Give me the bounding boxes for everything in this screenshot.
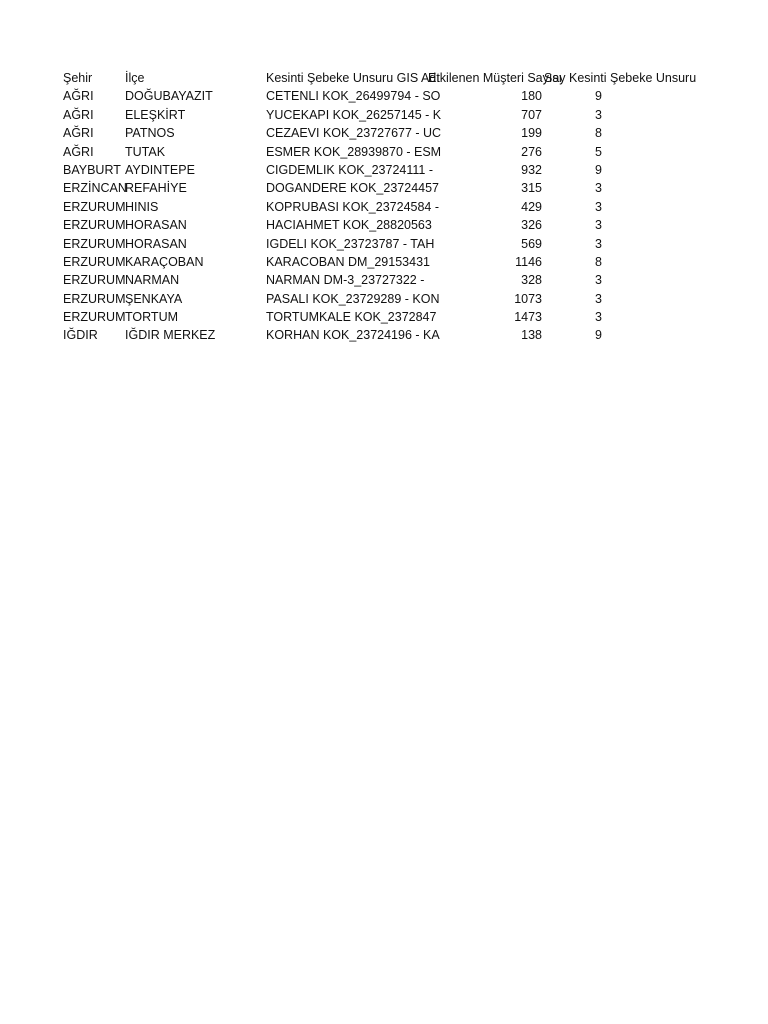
cell-unit: IGDELI KOK_23723787 - TAH: [266, 236, 435, 251]
cell-district: ELEŞKİRT: [125, 107, 186, 122]
table-row: [63, 124, 683, 142]
table-row: [63, 326, 683, 344]
cell-sayi: 8: [595, 126, 602, 141]
cell-sayi: 3: [595, 236, 602, 251]
cell-count: 138: [521, 328, 542, 343]
cell-district: TORTUM: [125, 310, 179, 325]
cell-district: PATNOS: [125, 126, 175, 141]
cell-city: ERZİNCAN: [63, 181, 127, 196]
cell-unit: PASALI KOK_23729289 - KON: [266, 291, 440, 306]
cell-count: 315: [521, 181, 542, 196]
cell-district: IĞDIR MERKEZ: [125, 328, 216, 343]
cell-unit: TORTUMKALE KOK_2372847: [266, 310, 437, 325]
cell-sayi: 3: [595, 107, 602, 122]
cell-count: 429: [521, 199, 542, 214]
cell-count: 569: [521, 236, 542, 251]
table-row: [63, 179, 683, 197]
table-row: [63, 161, 683, 179]
cell-district: HORASAN: [125, 218, 187, 233]
header-district: İlçe: [125, 71, 145, 85]
cell-unit: KOPRUBASI KOK_23724584 -: [266, 199, 440, 214]
table-row: [63, 308, 683, 326]
header-sayi: Say Kesinti Şebeke Unsuru: [544, 71, 697, 85]
table-row: [63, 143, 683, 161]
cell-district: KARAÇOBAN: [125, 254, 204, 269]
cell-count: 326: [521, 218, 542, 233]
cell-count: 180: [521, 89, 542, 104]
header-city: Şehir: [63, 71, 93, 85]
cell-district: DOĞUBAYAZIT: [125, 89, 213, 104]
cell-unit: CEZAEVI KOK_23727677 - UC: [266, 126, 442, 141]
header-row: [63, 69, 697, 87]
cell-unit: KARACOBAN DM_29153431: [266, 254, 430, 269]
cell-district: NARMAN: [125, 273, 180, 288]
table-row: [63, 87, 683, 105]
table-row: [63, 271, 683, 289]
table-row: [63, 253, 683, 271]
cell-sayi: 3: [595, 291, 602, 306]
cell-sayi: 9: [595, 89, 602, 104]
cell-city: ERZURUM: [63, 273, 126, 288]
table-row: [63, 106, 683, 124]
cell-city: ERZURUM: [63, 291, 126, 306]
cell-city: AĞRI: [63, 107, 94, 122]
cell-city: AĞRI: [63, 126, 94, 141]
cell-district: ŞENKAYA: [125, 291, 183, 306]
cell-count: 276: [521, 144, 542, 159]
cell-city: ERZURUM: [63, 199, 126, 214]
cell-district: HINIS: [125, 199, 159, 214]
cell-sayi: 9: [595, 162, 602, 177]
cell-unit: KORHAN KOK_23724196 - KA: [266, 328, 440, 343]
cell-sayi: 3: [595, 181, 602, 196]
cell-city: BAYBURT: [63, 162, 121, 177]
cell-unit: YUCEKAPI KOK_26257145 - K: [266, 107, 442, 122]
table-row: [63, 235, 683, 253]
cell-unit: CIGDEMLIK KOK_23724111 -: [266, 162, 433, 177]
table-body: [63, 87, 683, 344]
cell-city: ERZURUM: [63, 236, 126, 251]
cell-city: AĞRI: [63, 144, 94, 159]
cell-count: 1473: [514, 310, 542, 325]
cell-sayi: 3: [595, 199, 602, 214]
header-unit: Kesinti Şebeke Unsuru GIS Adı: [266, 71, 440, 85]
cell-unit: HACIAHMET KOK_28820563: [266, 218, 432, 233]
table-row: [63, 290, 683, 308]
cell-unit: NARMAN DM-3_23727322 -: [266, 273, 425, 288]
table-row: [63, 216, 683, 234]
cell-count: 1073: [514, 291, 542, 306]
cell-sayi: 3: [595, 273, 602, 288]
cell-district: HORASAN: [125, 236, 187, 251]
table-row: [63, 198, 683, 216]
cell-count: 932: [521, 162, 542, 177]
cell-city: IĞDIR: [63, 328, 98, 343]
cell-count: 199: [521, 126, 542, 141]
cell-sayi: 5: [595, 144, 602, 159]
cell-unit: DOGANDERE KOK_23724457: [266, 181, 440, 196]
cell-city: ERZURUM: [63, 218, 126, 233]
cell-district: TUTAK: [125, 144, 166, 159]
cell-district: AYDINTEPE: [125, 162, 195, 177]
cell-district: REFAHİYE: [125, 181, 187, 196]
cell-city: ERZURUM: [63, 254, 126, 269]
cell-unit: CETENLI KOK_26499794 - SO: [266, 89, 441, 104]
cell-count: 328: [521, 273, 542, 288]
cell-unit: ESMER KOK_28939870 - ESM: [266, 144, 442, 159]
cell-sayi: 3: [595, 218, 602, 233]
cell-city: ERZURUM: [63, 310, 126, 325]
cell-city: AĞRI: [63, 89, 94, 104]
cell-sayi: 3: [595, 310, 602, 325]
cell-sayi: 9: [595, 328, 602, 343]
spreadsheet-table: [63, 69, 697, 345]
header-count: Etkilenen Müşteri Sayısı: [428, 71, 563, 85]
cell-count: 707: [521, 107, 542, 122]
cell-count: 1146: [515, 254, 542, 269]
cell-sayi: 8: [595, 254, 602, 269]
